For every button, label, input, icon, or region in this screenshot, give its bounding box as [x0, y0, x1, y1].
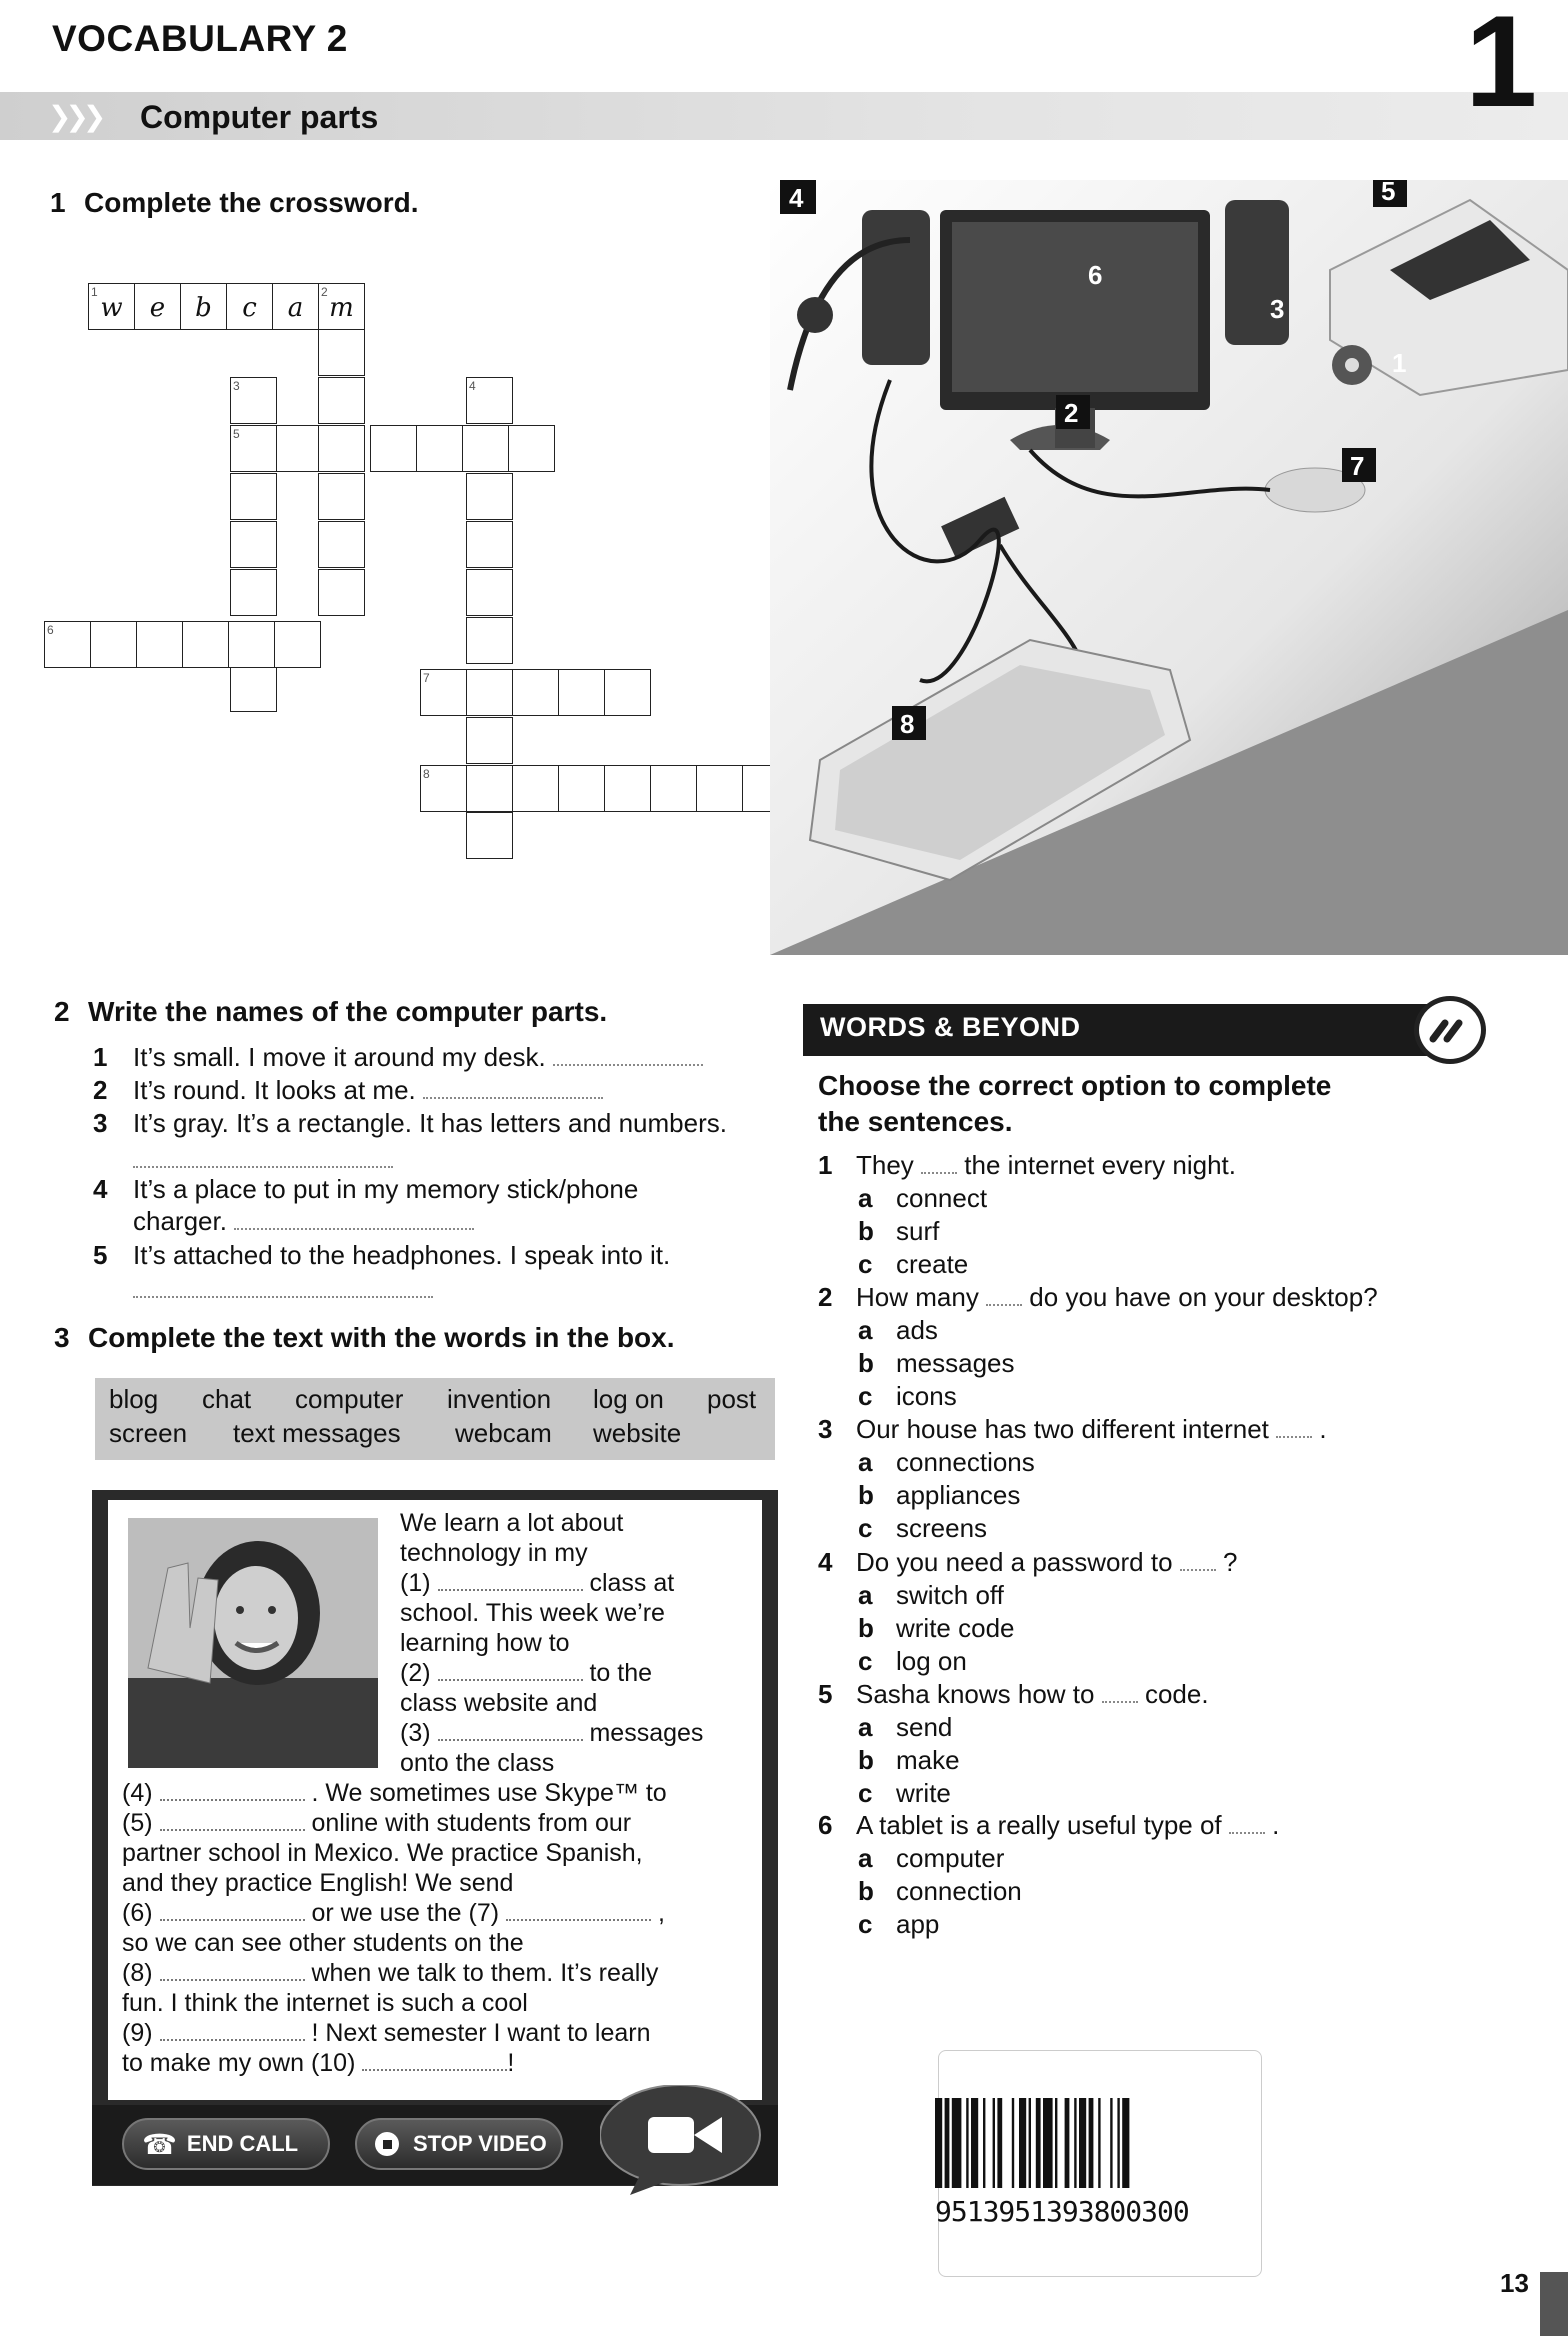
- crossword-cell[interactable]: [420, 765, 467, 812]
- barcode-bar: [1122, 2098, 1129, 2188]
- option-item[interactable]: b messages: [858, 1348, 1015, 1378]
- chat-text: so we can see other students on the: [122, 1929, 524, 1957]
- answer-blank[interactable]: [160, 1915, 305, 1921]
- answer-blank[interactable]: [438, 1585, 583, 1591]
- barcode-bar: [966, 2098, 968, 2188]
- exercise-instruction: Complete the crossword.: [84, 187, 419, 218]
- word-box-item: website: [593, 1418, 682, 1448]
- word-box-item: screen: [109, 1418, 188, 1448]
- answer-blank[interactable]: [160, 1975, 305, 1981]
- photo-label-5: 5: [1381, 180, 1396, 206]
- clue-number: 4: [469, 379, 476, 393]
- crossword-cell[interactable]: [318, 521, 365, 568]
- crossword-cell[interactable]: [512, 765, 559, 812]
- page-edge-tab: [1540, 2272, 1568, 2336]
- crossword-cell[interactable]: [370, 425, 417, 472]
- double-chevron-icon: [1414, 996, 1486, 1064]
- chat-text: school. This week we’re: [400, 1599, 665, 1627]
- chat-text: (9) ! Next semester I want to learn: [122, 2019, 651, 2047]
- clue-number: 8: [423, 767, 430, 781]
- option-item[interactable]: c create: [858, 1249, 969, 1279]
- answer-blank[interactable]: [160, 2035, 305, 2041]
- barcode-bar: [1117, 2098, 1119, 2188]
- option-item[interactable]: c log on: [858, 1646, 967, 1676]
- barcode: [935, 2098, 1255, 2188]
- question-stem: 4 Do you need a password to ?: [818, 1547, 1238, 1577]
- question-stem: 6 A tablet is a really useful type of .: [818, 1810, 1280, 1840]
- crossword-cell[interactable]: [512, 669, 559, 716]
- crossword-letter: b: [195, 293, 212, 323]
- chat-text: class website and: [400, 1689, 598, 1717]
- barcode-bar: [1036, 2098, 1041, 2188]
- option-item[interactable]: b surf: [858, 1216, 940, 1246]
- chat-text: (3) messages: [400, 1719, 704, 1747]
- crossword-cell[interactable]: [136, 621, 183, 668]
- barcode-bar: [1098, 2098, 1100, 2188]
- exercise-instruction: Write the names of the computer parts.: [88, 996, 608, 1027]
- chat-text: (8) when we talk to them. It’s really: [122, 1959, 659, 1987]
- option-item[interactable]: b appliances: [858, 1480, 1021, 1510]
- barcode-bar: [952, 2098, 962, 2188]
- option-item[interactable]: c screens: [858, 1513, 988, 1543]
- crossword-cell[interactable]: [508, 425, 555, 472]
- crossword-letter: e: [149, 293, 166, 323]
- exercise-3-heading: [54, 1322, 675, 1354]
- words-beyond-instruction: Choose the correct option to complete the sentences.: [818, 1070, 1332, 1137]
- word-box-item: chat: [202, 1384, 252, 1414]
- crossword-cell[interactable]: [276, 425, 323, 472]
- girl-photo: [128, 1518, 378, 1768]
- answer-blank[interactable]: [133, 1290, 433, 1298]
- photo-label-6: 6: [1088, 260, 1103, 290]
- option-item[interactable]: a ads: [858, 1315, 938, 1345]
- crossword-cell[interactable]: [318, 569, 365, 616]
- barcode-bar: [935, 2098, 942, 2188]
- crossword-cell[interactable]: [318, 425, 365, 472]
- crossword-cell[interactable]: [466, 617, 513, 664]
- question-item: 1 It’s small. I move it around my desk.: [93, 1042, 703, 1073]
- answer-blank[interactable]: [362, 2065, 507, 2071]
- barcode-bar: [993, 2098, 995, 2188]
- crossword-cell[interactable]: [230, 377, 277, 424]
- crossword-cell[interactable]: [228, 621, 275, 668]
- option-item[interactable]: b make: [858, 1745, 960, 1775]
- crossword-cell[interactable]: [88, 283, 135, 330]
- crossword-cell[interactable]: [230, 569, 277, 616]
- barcode-bar: [1065, 2098, 1070, 2188]
- crossword-cell[interactable]: [420, 669, 467, 716]
- phone-icon: ☎: [142, 2128, 177, 2160]
- word-box-item: webcam: [455, 1418, 552, 1448]
- subtitle: Computer parts: [140, 99, 379, 135]
- crossword-letter: m: [329, 293, 354, 323]
- barcode-bar: [1012, 2098, 1014, 2188]
- crossword-cell[interactable]: [318, 329, 365, 376]
- clue-number: 1: [91, 285, 98, 299]
- chat-text: to make my own (10) !: [122, 2049, 515, 2077]
- chat-text: learning how to: [400, 1629, 570, 1657]
- barcode-bar: [945, 2098, 950, 2188]
- video-camera-icon[interactable]: [600, 2085, 780, 2195]
- crossword-cell[interactable]: [230, 425, 277, 472]
- option-item[interactable]: b connection: [858, 1876, 1022, 1906]
- answer-blank[interactable]: [921, 1166, 957, 1174]
- crossword-cell[interactable]: [650, 765, 697, 812]
- barcode-bar: [1029, 2098, 1031, 2188]
- clue-number: 7: [423, 671, 430, 685]
- chat-text: partner school in Mexico. We practice Spanish,: [122, 1839, 643, 1867]
- word-box-item: blog: [109, 1384, 159, 1414]
- words-beyond-title: WORDS & BEYOND: [820, 1012, 1081, 1042]
- chevrons-icon: ❯❯❯: [48, 101, 101, 132]
- barcode-bar: [1089, 2098, 1094, 2188]
- crossword: [0, 0, 800, 900]
- crossword-letter: c: [242, 293, 257, 323]
- option-item[interactable]: a connect: [858, 1183, 988, 1213]
- crossword-cell[interactable]: [134, 283, 181, 330]
- clue-number: 5: [233, 427, 240, 441]
- crossword-cell[interactable]: [558, 669, 605, 716]
- question-stem: 3 Our house has two different internet .: [818, 1414, 1327, 1444]
- crossword-cell[interactable]: [604, 765, 651, 812]
- option-item[interactable]: b write code: [858, 1613, 1015, 1643]
- chat-text: and they practice English! We send: [122, 1869, 514, 1897]
- answer-blank[interactable]: [438, 1675, 583, 1681]
- question-stem: 2 How many do you have on your desktop?: [818, 1282, 1378, 1312]
- crossword-cell[interactable]: [274, 621, 321, 668]
- crossword-cell[interactable]: [318, 473, 365, 520]
- crossword-cell[interactable]: [230, 665, 277, 712]
- word-box-item: post: [707, 1384, 757, 1414]
- crossword-cell[interactable]: [466, 717, 513, 764]
- crossword-letter: a: [287, 293, 304, 323]
- crossword-cell[interactable]: [558, 765, 605, 812]
- crossword-cell[interactable]: [226, 283, 273, 330]
- question-item: 5 It’s attached to the headphones. I speak into it.: [93, 1240, 671, 1270]
- chat-text: (1) class at: [400, 1569, 675, 1597]
- answer-blank[interactable]: [438, 1735, 583, 1741]
- answer-blank[interactable]: [1229, 1826, 1265, 1834]
- chat-text: We learn a lot about: [400, 1509, 624, 1537]
- photo-label-1: 1: [1392, 348, 1407, 378]
- answer-blank[interactable]: [1180, 1563, 1216, 1571]
- chat-text: (2) to the: [400, 1659, 653, 1687]
- crossword-cell[interactable]: [466, 473, 513, 520]
- exercise-instruction: Complete the text with the words in the box.: [88, 1322, 675, 1353]
- chat-text: onto the class: [400, 1749, 555, 1777]
- crossword-cell[interactable]: [230, 521, 277, 568]
- page-number: 13: [1500, 2268, 1529, 2298]
- chat-text: fun. I think the internet is such a cool: [122, 1989, 528, 2017]
- barcode-bar: [1043, 2098, 1053, 2188]
- crossword-cell[interactable]: [466, 521, 513, 568]
- question-item: 2 It’s round. It looks at me.: [93, 1075, 603, 1106]
- crossword-cell[interactable]: [466, 765, 513, 812]
- barcode-bar: [983, 2098, 985, 2188]
- barcode-bar: [1110, 2098, 1112, 2188]
- answer-blank[interactable]: [133, 1160, 393, 1168]
- barcode-bar: [971, 2098, 978, 2188]
- answer-blank[interactable]: [1102, 1695, 1138, 1703]
- question-stem: 1 They the internet every night.: [818, 1150, 1236, 1180]
- word-box-item: log on: [593, 1384, 664, 1414]
- crossword-cell[interactable]: [182, 621, 229, 668]
- word-box: [95, 1378, 775, 1460]
- question-item-continued: charger.: [133, 1206, 474, 1237]
- photo-label-2: 2: [1064, 398, 1079, 428]
- option-item[interactable]: a connections: [858, 1447, 1035, 1477]
- crossword-cell[interactable]: [466, 669, 513, 716]
- clue-number: 2: [321, 285, 328, 299]
- unit-number: 1: [1465, 0, 1538, 134]
- chat-text: (6) or we use the (7) ,: [122, 1899, 665, 1927]
- word-box-item: text messages: [233, 1418, 401, 1448]
- crossword-cell[interactable]: [696, 765, 743, 812]
- answer-blank[interactable]: [160, 1825, 305, 1831]
- stop-video-button[interactable]: STOP VIDEO: [355, 2118, 563, 2170]
- crossword-cell[interactable]: [90, 621, 137, 668]
- crossword-cell[interactable]: [318, 377, 365, 424]
- answer-blank[interactable]: [986, 1298, 1022, 1306]
- exercise-number: 1: [50, 187, 66, 218]
- crossword-cell[interactable]: [272, 283, 319, 330]
- crossword-cell[interactable]: [416, 425, 463, 472]
- page-title: VOCABULARY 2: [52, 18, 348, 59]
- question-item: 4 It’s a place to put in my memory stick/phone: [93, 1174, 639, 1204]
- crossword-cell[interactable]: [230, 473, 277, 520]
- crossword-letter: w: [100, 293, 123, 323]
- answer-blank[interactable]: [553, 1058, 703, 1066]
- computer-parts-photo: [770, 180, 1568, 955]
- word-box-item: computer: [295, 1384, 404, 1414]
- photo-label-4: 4: [789, 183, 804, 213]
- crossword-cell[interactable]: [604, 669, 651, 716]
- option-item[interactable]: a switch off: [858, 1580, 1004, 1610]
- photo-label-3: 3: [1270, 294, 1285, 324]
- answer-blank[interactable]: [506, 1915, 651, 1921]
- crossword-cell[interactable]: [462, 425, 509, 472]
- chat-text: (4) . We sometimes use Skype™ to: [122, 1779, 667, 1807]
- answer-blank[interactable]: [1276, 1430, 1312, 1438]
- exercise-number: 3: [54, 1322, 70, 1353]
- crossword-cell[interactable]: [466, 812, 513, 859]
- option-item[interactable]: a computer: [858, 1843, 1005, 1873]
- option-item[interactable]: c app: [858, 1909, 940, 1939]
- option-item[interactable]: c icons: [858, 1381, 957, 1411]
- photo-label-8: 8: [900, 709, 915, 739]
- chat-text: technology in my: [400, 1539, 588, 1567]
- answer-blank[interactable]: [234, 1222, 474, 1230]
- word-box-item: invention: [447, 1384, 552, 1414]
- clue-number: 6: [47, 623, 54, 637]
- photo-label-7: 7: [1350, 451, 1365, 481]
- question-stem: 5 Sasha knows how to code.: [818, 1679, 1209, 1709]
- question-item: 3 It’s gray. It’s a rectangle. It has letters and numbers.: [93, 1108, 727, 1138]
- crossword-cell[interactable]: [466, 377, 513, 424]
- crossword-cell[interactable]: [466, 569, 513, 616]
- barcode-bar: [997, 2098, 1002, 2188]
- barcode-bar: [1019, 2098, 1026, 2188]
- barcode-bar: [1074, 2098, 1076, 2188]
- end-call-button[interactable]: ☎ END CALL: [122, 2118, 330, 2170]
- exercise-number: 2: [54, 996, 70, 1027]
- clue-number: 3: [233, 379, 240, 393]
- crossword-cell[interactable]: [180, 283, 227, 330]
- barcode-bar: [1079, 2098, 1086, 2188]
- option-item[interactable]: c write: [858, 1778, 951, 1808]
- exercise-2-heading: [54, 996, 607, 1028]
- barcode-digits: 9513951393800300: [935, 2195, 1189, 2228]
- crossword-cell[interactable]: [44, 621, 91, 668]
- option-item[interactable]: a send: [858, 1712, 953, 1742]
- answer-blank[interactable]: [423, 1091, 603, 1099]
- chat-text: (5) online with students from our: [122, 1809, 632, 1837]
- crossword-cell[interactable]: [318, 283, 365, 330]
- barcode-bar: [1055, 2098, 1057, 2188]
- stop-icon: [375, 2132, 399, 2156]
- answer-blank[interactable]: [160, 1795, 305, 1801]
